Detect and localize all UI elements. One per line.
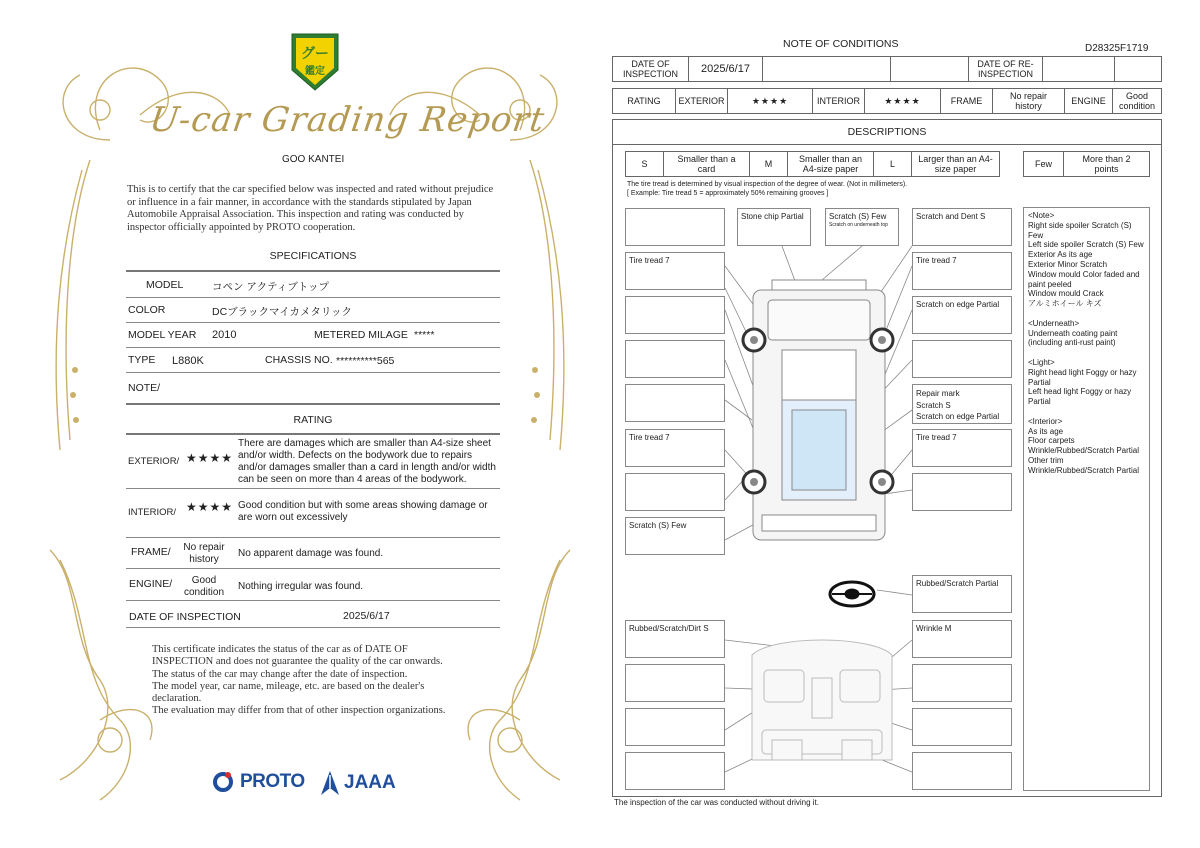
engine-value: Good condition xyxy=(183,575,225,598)
frame-description: No apparent damage was found. xyxy=(238,548,384,559)
jaaa-logo xyxy=(320,770,396,796)
condition-notes-list xyxy=(1023,207,1150,791)
callout-box: Stone chip Partial xyxy=(737,208,811,246)
callout-box: Rubbed/Scratch/Dirt S xyxy=(625,620,725,658)
legend-m-desc: Smaller than an A4-size paper xyxy=(788,152,874,176)
legend-l: L xyxy=(874,152,912,176)
model-year-label: MODEL YEAR xyxy=(128,329,197,341)
chassis-value: **********565 xyxy=(336,355,395,367)
model-value: コペン アクティブトップ xyxy=(212,281,329,293)
callout-box: Tire tread 7 xyxy=(625,252,725,290)
frame-value: No repair history xyxy=(993,89,1065,113)
divider xyxy=(126,600,500,601)
specifications-heading: SPECIFICATIONS xyxy=(269,250,357,262)
note-line: <Interior> xyxy=(1028,416,1063,426)
callout-box: Scratch and Dent S xyxy=(912,208,1012,246)
type-value: L880K xyxy=(172,355,204,367)
divider xyxy=(126,403,500,405)
proto-logo-text: PROTO xyxy=(240,771,305,792)
note-line: Window mould Color faded and paint peeled xyxy=(1028,269,1140,289)
divider xyxy=(126,488,500,489)
legend-s: S xyxy=(626,152,664,176)
mileage-label: METERED MILAGE xyxy=(314,329,408,341)
callout-box: Tire tread 7 xyxy=(625,429,725,467)
divider xyxy=(126,322,500,323)
divider xyxy=(126,433,500,435)
model-year-value: 2010 xyxy=(212,329,237,341)
tire-tread-note xyxy=(627,180,907,198)
date-of-inspection-value: 2025/6/17 xyxy=(689,57,763,81)
proto-logo xyxy=(212,770,305,794)
color-value: DCブラックマイカメタリック xyxy=(212,306,353,318)
exterior-stars: ★★★★ xyxy=(186,451,234,465)
callout-text: Scratch S xyxy=(916,400,951,410)
frame-label: FRAME/ xyxy=(131,546,171,558)
date-of-inspection-label: DATE OF INSPECTION xyxy=(613,57,689,81)
footer-line: The status of the car may change after the date of inspection. xyxy=(152,668,408,680)
note-line: <Underneath> xyxy=(1028,318,1080,328)
report-subtitle: GOO KANTEI xyxy=(282,154,345,165)
conditions-footer: The inspection of the car was conducted without driving it. xyxy=(614,798,819,807)
frame-value: No repair history xyxy=(183,542,225,565)
certificate-intro: This is to certify that the car specified below was inspected and rated without prejudice or influence in a fair manner, in accordance with the standards stipulated by Japan Automobile Appraisal Association. This inspection and rating was conducted by inspector officially appointed by PROTO cooperation. xyxy=(127,184,494,233)
empty-cell xyxy=(891,57,969,81)
tire-note-line: The tire tread is determined by visual inspection of the degree of wear. (Not in millimeters). xyxy=(627,181,908,188)
note-line: Floor carpets Wrinkle/Rubbed/Scratch Partial xyxy=(1028,436,1140,456)
few-legend xyxy=(1023,151,1150,177)
legend-few: Few xyxy=(1024,152,1064,176)
report-title: U-car Grading Report xyxy=(147,100,548,140)
legend-s-desc: Smaller than a card xyxy=(664,152,750,176)
empty-cell xyxy=(1115,57,1161,81)
legend-l-desc: Larger than an A4-size paper xyxy=(918,154,993,174)
footer-line: INSPECTION and does not guarantee the quality of the car onwards. xyxy=(152,656,443,668)
footer-line: This certificate indicates the status of the car as of DATE OF xyxy=(152,644,408,655)
callout-box: Wrinkle M xyxy=(912,620,1012,658)
divider xyxy=(126,627,500,628)
note-line: As its age xyxy=(1028,426,1064,436)
note-line: <Note> xyxy=(1028,211,1055,220)
divider xyxy=(126,297,500,298)
mileage-value: ***** xyxy=(414,329,435,341)
callout-box: Scratch (S) Few xyxy=(625,517,725,555)
damage-size-legend xyxy=(625,151,1000,177)
exterior-label: EXTERIOR/ xyxy=(128,456,180,467)
interior-description: Good condition but with some areas showing damage or are worn out excessively xyxy=(238,500,488,523)
tire-note-line: [ Example: Tire tread 5 = approximately 50% remaining grooves ] xyxy=(627,190,829,197)
note-line: Other trim Wrinkle/Rubbed/Scratch Partial xyxy=(1028,455,1140,475)
jaaa-mark-icon xyxy=(320,770,340,796)
note-label: NOTE/ xyxy=(128,382,161,394)
legend-m: M xyxy=(750,152,788,176)
callout-box: Rubbed/Scratch Partial xyxy=(912,575,1012,613)
inspection-date-value: 2025/6/17 xyxy=(343,610,390,622)
footer-line: The model year, car name, mileage, etc. are based on the dealer's xyxy=(152,680,425,692)
interior-stars: ★★★★ xyxy=(865,89,941,113)
callout-text: Scratch (S) Few xyxy=(829,212,887,221)
certificate-footer xyxy=(152,644,482,718)
type-label: TYPE xyxy=(128,354,156,366)
note-spacer xyxy=(1028,407,1145,417)
conditions-title: NOTE OF CONDITIONS xyxy=(783,38,899,50)
divider xyxy=(126,347,500,348)
interior-label: INTERIOR xyxy=(813,89,865,113)
proto-mark-icon xyxy=(212,770,234,794)
reinspection-label: DATE OF RE-INSPECTION xyxy=(969,57,1043,81)
document-id: D28325F1719 xyxy=(1085,43,1149,54)
divider xyxy=(126,372,500,373)
svg-text:鑑定: 鑑定 xyxy=(305,66,325,77)
footer-line: declaration. xyxy=(152,693,202,705)
exterior-stars: ★★★★ xyxy=(728,89,813,113)
note-line: Left head light Foggy or hazy Partial xyxy=(1028,387,1132,407)
engine-description: Nothing irregular was found. xyxy=(238,581,364,592)
note-line: Window mould Crack xyxy=(1028,289,1104,299)
frame-label: FRAME xyxy=(941,89,993,113)
legend-few-desc: More than 2 points xyxy=(1082,154,1131,174)
note-line: Right side spoiler Scratch (S) Few xyxy=(1028,220,1132,240)
footer-line: The evaluation may differ from that of other inspection organizations. xyxy=(152,705,446,717)
chassis-label: CHASSIS NO. xyxy=(265,354,333,366)
callout-subtext: Scratch on underneath top xyxy=(829,222,888,228)
model-label: MODEL xyxy=(146,279,184,291)
divider xyxy=(126,270,500,272)
interior-stars: ★★★★ xyxy=(186,500,234,514)
note-line: Underneath coating paint (including anti-rust paint) xyxy=(1028,328,1118,348)
rating-label: RATING xyxy=(613,89,676,113)
exterior-description: There are damages which are smaller than A4-size sheet and/or width. Defects on the bodywork due to repairs and/or damages smaller than a card in length and/or width can be seen on more than 4 areas of the bodywork. xyxy=(238,438,496,485)
divider xyxy=(126,568,500,569)
inspection-date-label: DATE OF INSPECTION xyxy=(129,611,241,623)
note-line: Exterior Minor Scratch xyxy=(1028,259,1108,269)
engine-label: ENGINE/ xyxy=(129,578,173,590)
ratings-row xyxy=(612,88,1162,114)
engine-value: Good condition xyxy=(1119,91,1156,111)
descriptions-heading: DESCRIPTIONS xyxy=(612,119,1162,145)
svg-text:グー: グー xyxy=(301,46,329,62)
note-spacer xyxy=(1028,348,1145,358)
callout-text: Repair mark xyxy=(916,389,960,398)
callout-box: Scratch on edge Partial xyxy=(912,296,1012,334)
interior-label: INTERIOR/ xyxy=(128,507,177,518)
note-line: Exterior As its age xyxy=(1028,250,1093,260)
engine-label: ENGINE xyxy=(1065,89,1113,113)
divider xyxy=(126,537,500,538)
inspection-dates-row xyxy=(612,56,1162,82)
note-spacer xyxy=(1028,309,1145,319)
note-line: アルミホイール キズ xyxy=(1028,299,1102,309)
callout-text: Scratch on edge Partial xyxy=(916,412,1000,421)
color-label: COLOR xyxy=(128,304,166,316)
exterior-label: EXTERIOR xyxy=(676,89,728,113)
jaaa-logo-text: JAAA xyxy=(344,772,396,793)
car-body-diagram xyxy=(612,200,1022,800)
callout-box: Tire tread 7 xyxy=(912,252,1012,290)
empty-cell xyxy=(763,57,891,81)
note-line: Left side spoiler Scratch (S) Few xyxy=(1028,240,1144,250)
note-line: Right head light Foggy or hazy Partial xyxy=(1028,367,1137,387)
empty-cell xyxy=(1043,57,1115,81)
rating-heading: RATING xyxy=(293,414,333,426)
note-line: <Light> xyxy=(1028,357,1055,367)
goo-kantei-badge xyxy=(288,30,342,94)
callout-box: Tire tread 7 xyxy=(912,429,1012,467)
